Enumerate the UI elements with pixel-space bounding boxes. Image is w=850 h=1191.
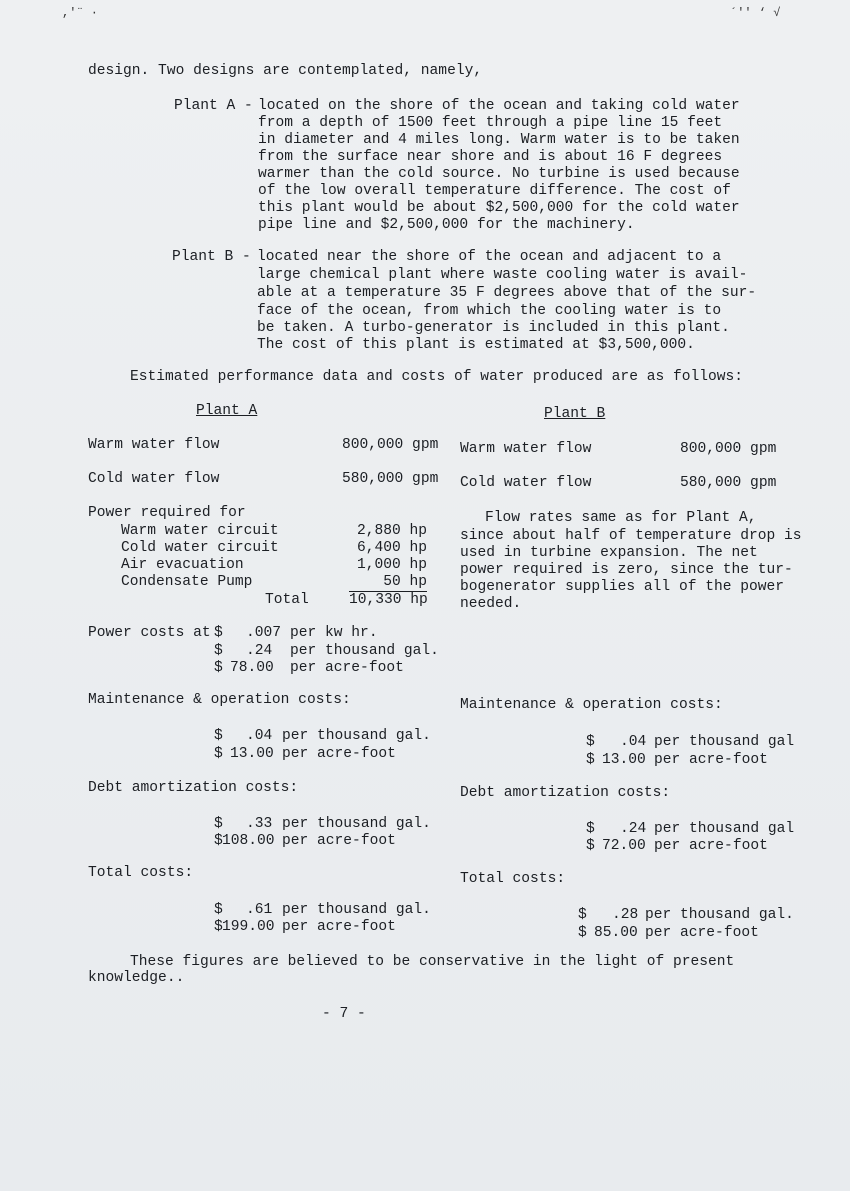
cost-dollar: $ <box>586 838 595 854</box>
cost-amount: .61 <box>246 902 273 918</box>
plant-b-desc-line: large chemical plant where waste cooling water is avail- <box>257 267 748 283</box>
cost-amount: 13.00 <box>230 746 274 762</box>
cost-amount: .28 <box>612 907 639 923</box>
power-item-label: Cold water circuit <box>121 540 279 556</box>
cost-dollar: $ <box>214 660 223 676</box>
plant-a-heading: Plant A <box>196 403 258 419</box>
cost-unit: per thousand gal <box>654 734 795 750</box>
plant-b-heading: Plant B <box>544 406 606 422</box>
cost-unit: per acre-foot <box>282 833 396 849</box>
plant-b-desc-line: The cost of this plant is estimated at $3,500,000. <box>257 337 695 353</box>
plant-b-warm-flow-value: 800,000 gpm <box>680 441 777 457</box>
plant-a-desc-line: warmer than the cold source. No turbine is used because <box>258 166 740 182</box>
plant-a-desc-label: Plant A - <box>174 98 253 114</box>
cost-dollar: $ <box>214 643 223 659</box>
plant-b-note-line: Flow rates same as for Plant A, <box>485 510 757 526</box>
plant-b-desc-line: located near the shore of the ocean and adjacent to a <box>257 249 722 265</box>
cost-amount: 108.00 <box>222 833 275 849</box>
cost-amount: 13.00 <box>602 752 646 768</box>
cost-unit: per acre-foot <box>290 660 404 676</box>
conclusion-line: These figures are believed to be conservative in the light of present <box>130 954 735 970</box>
performance-intro: Estimated performance data and costs of water produced are as follows: <box>130 369 744 385</box>
plant-a-cold-flow-label: Cold water flow <box>88 471 220 487</box>
cost-unit: per acre-foot <box>654 838 768 854</box>
plant-a-power-label: Power required for <box>88 505 246 521</box>
cost-unit: per acre-foot <box>645 925 759 941</box>
cost-amount: .24 <box>620 821 647 837</box>
plant-a-desc-line: pipe line and $2,500,000 for the machinery. <box>258 217 635 233</box>
cost-unit: per acre-foot <box>282 746 396 762</box>
plant-b-cold-flow-label: Cold water flow <box>460 475 592 491</box>
plant-b-cold-flow-value: 580,000 gpm <box>680 475 777 491</box>
cost-amount: .24 <box>246 643 273 659</box>
cost-dollar: $ <box>214 625 223 641</box>
plant-a-cold-flow-value: 580,000 gpm <box>342 471 439 487</box>
plant-a-warm-flow-value: 800,000 gpm <box>342 437 439 453</box>
plant-a-desc-line: located on the shore of the ocean and taking cold water <box>258 98 740 114</box>
cost-amount: .04 <box>246 728 273 744</box>
power-item-value: 2,880 hp <box>357 523 428 539</box>
page-number: - 7 - <box>322 1006 366 1022</box>
plant-a-warm-flow-label: Warm water flow <box>88 437 220 453</box>
cost-unit: per thousand gal. <box>645 907 794 923</box>
power-item-value: 6,400 hp <box>357 540 428 556</box>
plant-a-desc-line: from the surface near shore and is about 16 F degrees <box>258 149 723 165</box>
plant-a-maint-label: Maintenance & operation costs: <box>88 692 351 708</box>
plant-a-total-costs-label: Total costs: <box>88 865 194 881</box>
power-item-label: Condensate Pump <box>121 574 253 590</box>
plant-b-note-line: since about half of temperature drop is <box>460 528 802 544</box>
plant-b-note-line: used in turbine expansion. The net <box>460 545 758 561</box>
corner-mark-right: ´′′ ‘ √ <box>730 6 781 20</box>
cost-dollar: $ <box>214 833 223 849</box>
cost-amount: 72.00 <box>602 838 646 854</box>
plant-b-desc-label: Plant B - <box>172 249 251 265</box>
plant-b-maint-label: Maintenance & operation costs: <box>460 697 723 713</box>
cost-amount: .04 <box>620 734 647 750</box>
plant-b-debt-label: Debt amortization costs: <box>460 785 671 801</box>
plant-b-note-line: bogenerator supplies all of the power <box>460 579 785 595</box>
cost-unit: per acre-foot <box>282 919 396 935</box>
cost-dollar: $ <box>214 728 223 744</box>
cost-dollar: $ <box>214 746 223 762</box>
plant-a-desc-line: in diameter and 4 miles long. Warm water is to be taken <box>258 132 740 148</box>
power-total-value: 10,330 hp <box>349 592 428 608</box>
cost-amount: .33 <box>246 816 273 832</box>
cost-dollar: $ <box>586 821 595 837</box>
corner-mark-left: ,′¨ · <box>62 6 99 20</box>
power-total-label: Total <box>265 592 309 608</box>
cost-unit: per acre-foot <box>654 752 768 768</box>
cost-dollar: $ <box>214 816 223 832</box>
cost-unit: per thousand gal. <box>282 816 431 832</box>
cost-dollar: $ <box>578 907 587 923</box>
plant-b-total-costs-label: Total costs: <box>460 871 566 887</box>
power-item-label: Air evacuation <box>121 557 244 573</box>
plant-a-desc-line: from a depth of 1500 feet through a pipe line 15 feet <box>258 115 723 131</box>
power-item-value: 50 hp <box>349 574 427 592</box>
cost-amount: .007 <box>246 625 282 641</box>
cost-unit: per thousand gal. <box>282 902 431 918</box>
cost-dollar: $ <box>586 734 595 750</box>
plant-b-desc-line: able at a temperature 35 F degrees above that of the sur- <box>257 285 757 301</box>
cost-dollar: $ <box>214 902 223 918</box>
plant-b-note-line: needed. <box>460 596 522 612</box>
plant-b-desc-line: be taken. A turbo-generator is included in this plant. <box>257 320 730 336</box>
plant-a-desc-line: of the low overall temperature difference. The cost of <box>258 183 731 199</box>
intro-line: design. Two designs are contemplated, namely, <box>88 63 483 79</box>
power-item-value: 1,000 hp <box>357 557 428 573</box>
plant-b-desc-line: face of the ocean, from which the cooling water is to <box>257 303 722 319</box>
cost-unit: per thousand gal. <box>282 728 431 744</box>
cost-unit: per thousand gal. <box>290 643 439 659</box>
cost-dollar: $ <box>578 925 587 941</box>
cost-unit: per thousand gal <box>654 821 795 837</box>
cost-amount: 199.00 <box>222 919 275 935</box>
cost-dollar: $ <box>214 919 223 935</box>
cost-unit: per kw hr. <box>290 625 378 641</box>
cost-dollar: $ <box>586 752 595 768</box>
power-costs-label: Power costs at <box>88 625 211 641</box>
plant-b-warm-flow-label: Warm water flow <box>460 441 592 457</box>
power-item-label: Warm water circuit <box>121 523 279 539</box>
conclusion-line: knowledge.. <box>88 970 185 986</box>
cost-amount: 78.00 <box>230 660 274 676</box>
plant-a-debt-label: Debt amortization costs: <box>88 780 299 796</box>
plant-a-desc-line: this plant would be about $2,500,000 for the cold water <box>258 200 740 216</box>
plant-b-note-line: power required is zero, since the tur- <box>460 562 793 578</box>
cost-amount: 85.00 <box>594 925 638 941</box>
